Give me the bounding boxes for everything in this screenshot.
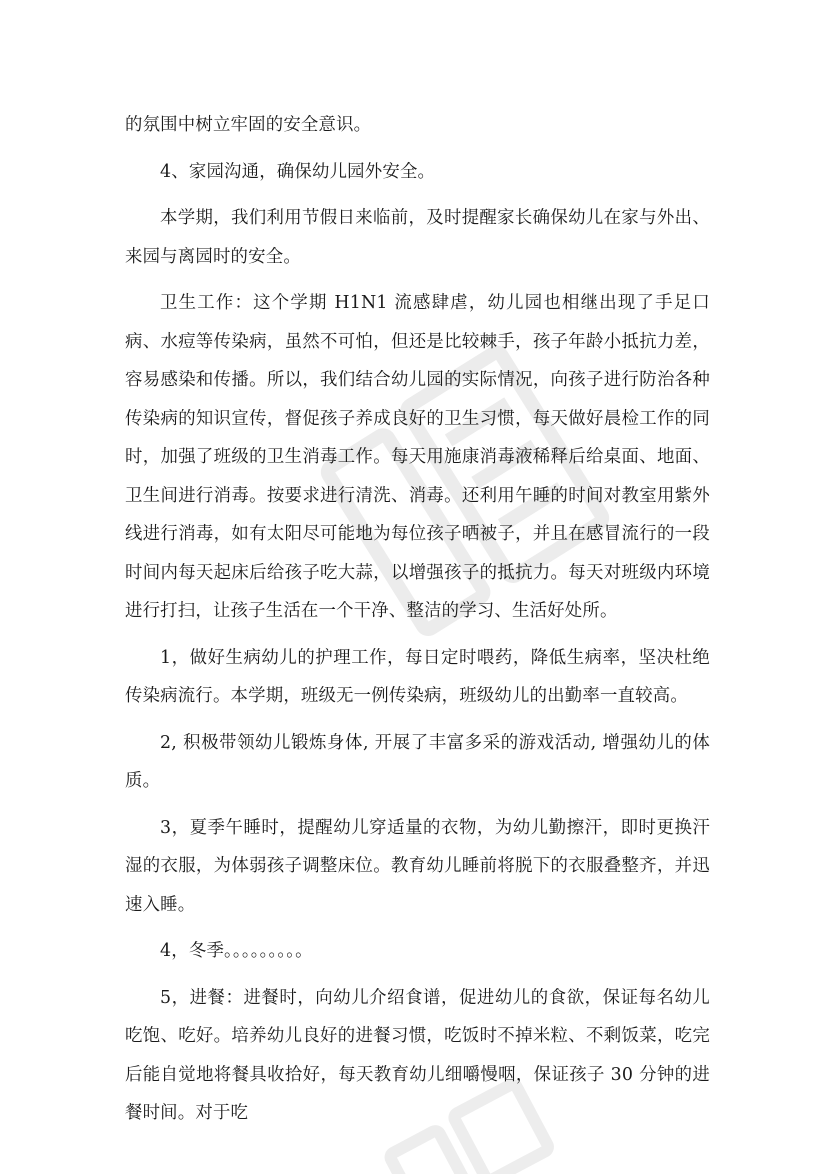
document-body bbox=[125, 106, 710, 1141]
paragraph-summer-nap: 3，夏季午睡时，提醒幼儿穿适量的衣物，为幼儿勤擦汗，即时更换汗湿的衣服，为体弱孩子调整床位。教育幼儿睡前将脱下的衣服叠整齐，并迅速入睡。 bbox=[125, 817, 710, 915]
paragraph-winter: 4，冬季。。。。。。。。。 bbox=[160, 941, 313, 961]
paragraph-meals: 5，进餐：进餐时，向幼儿介绍食谱，促进幼儿的食欲，保证每名幼儿吃饱、吃好。培养幼儿良好的进餐习惯，吃饭时不掉米粒、不剩饭菜，吃完后能自觉地将餐具收拾好，每天教育幼儿细嚼慢咽，保证孩子 30 分钟的进餐时间。对于吃 bbox=[125, 987, 710, 1123]
paragraph-home-school-communication: 4、家园沟通，确保幼儿园外安全。 bbox=[160, 161, 436, 182]
paragraph-sick-care: 1，做好生病幼儿的护理工作，每日定时喂药，降低生病率，坚决杜绝传染病流行。本学期，班级无一例传染病，班级幼儿的出勤率一直较高。 bbox=[125, 647, 710, 706]
paragraph-exercise: 2, 积极带领幼儿锻炼身体, 开展了丰富多采的游戏活动, 增强幼儿的体质。 bbox=[125, 732, 710, 791]
paragraph-safety-awareness: 的氛围中树立牢固的安全意识。 bbox=[125, 115, 372, 135]
paragraph-hygiene-work: 卫生工作：这个学期 H1N1 流感肆虐，幼儿园也相继出现了手足口病、水痘等传染病，虽然不可怕，但还是比较棘手，孩子年龄小抵抗力差，容易感染和传播。所以，我们结合幼儿园的实际情况，向孩子进行防治各种传染病的知识宣传，督促孩子养成良好的卫生习惯，每天做好晨检工作的同时，加强了班级的卫生消毒工作。每天用施康消毒液稀释后给桌面、地面、卫生间进行消毒。按要求进行清洗、消毒。还利用午睡的时间对教室用紫外线进行消毒，如有太阳尽可能地为每位孩子晒被子，并且在感冒流行的一段时间内每天起床后给孩子吃大蒜，以增强孩子的抵抗力。每天对班级内环境进行打扫，让孩子生活在一个干净、整洁的学习、生活好处所。 bbox=[125, 293, 710, 621]
paragraph-holiday-reminder: 本学期，我们利用节假日来临前，及时提醒家长确保幼儿在家与外出、来园与离园时的安全。 bbox=[125, 208, 710, 267]
